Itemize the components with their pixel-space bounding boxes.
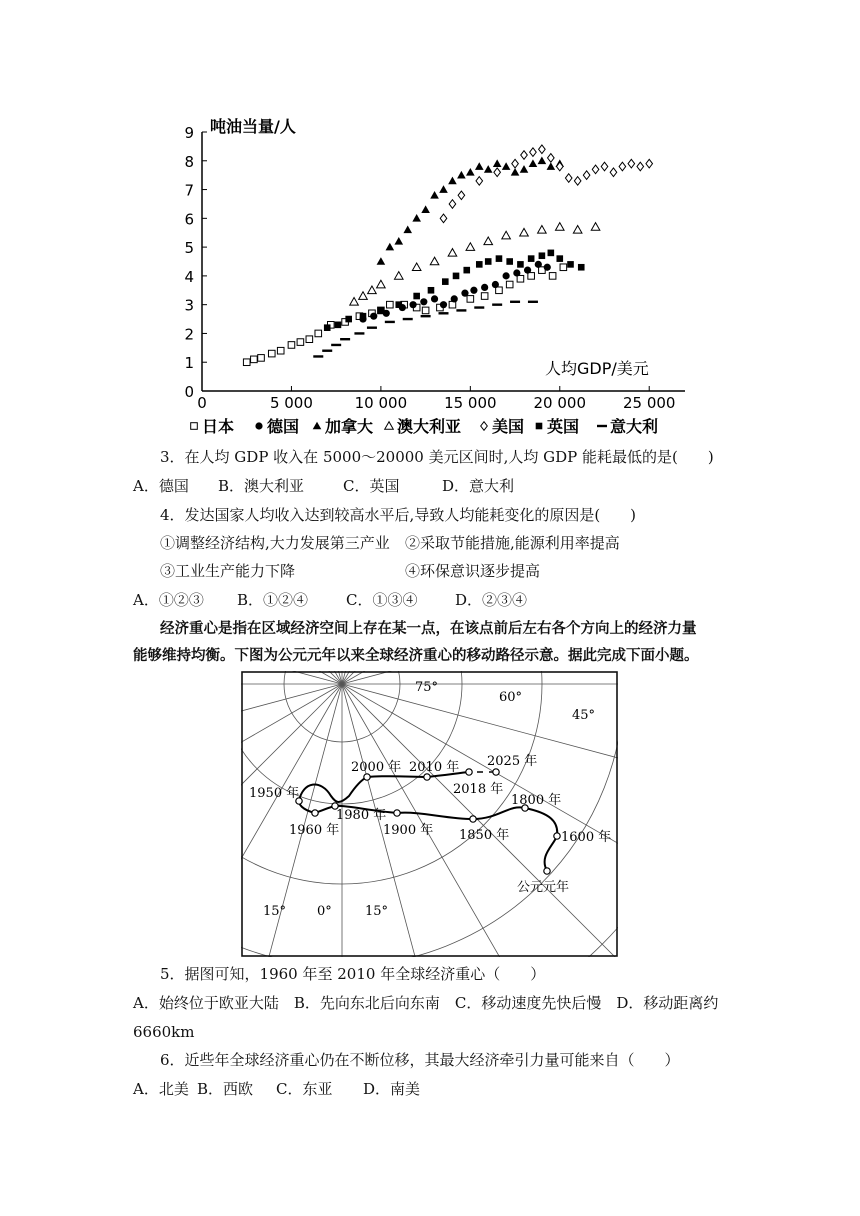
- q4-item-1: ①调整经济结构,大力发展第三产业: [160, 534, 390, 552]
- data-point: [592, 165, 599, 174]
- data-point: [458, 191, 465, 200]
- y-tick-label: 1: [184, 354, 194, 373]
- data-point: [601, 162, 608, 171]
- q5-options-line-2: 6660km: [133, 1023, 195, 1041]
- data-point: [485, 258, 492, 265]
- data-point: [502, 231, 511, 239]
- legend-label: 澳大利亚: [397, 417, 462, 436]
- data-point: [591, 223, 600, 231]
- data-point: [481, 284, 488, 291]
- path-label-1850: 1850 年: [459, 828, 510, 843]
- data-point: [367, 326, 377, 328]
- lon-label-15w: 15°: [263, 904, 287, 919]
- legend-marker: [385, 422, 394, 430]
- data-point: [492, 281, 499, 288]
- data-point: [481, 293, 488, 300]
- lon-label-15e: 15°: [365, 904, 389, 919]
- data-point: [535, 261, 542, 268]
- y-tick-label: 8: [184, 152, 194, 171]
- legend-label: 英国: [547, 417, 580, 436]
- q6-option-a: A．北美: [133, 1080, 189, 1098]
- data-point: [476, 261, 483, 268]
- data-point: [457, 171, 466, 179]
- q6-option-c: C．东亚: [276, 1080, 333, 1098]
- data-point: [377, 257, 386, 265]
- data-point: [377, 280, 386, 288]
- data-point: [442, 278, 449, 285]
- data-point: [484, 165, 493, 173]
- lat-label-60: 60°: [499, 690, 523, 705]
- path-label-1900: 1900 年: [383, 823, 434, 838]
- data-point: [470, 287, 477, 294]
- data-point: [370, 313, 377, 320]
- data-point: [493, 159, 502, 167]
- path-label-1800: 1800 年: [511, 793, 562, 808]
- data-point: [331, 344, 341, 346]
- passage-line-2: 能够维持均衡。下图为公元元年以来全球经济重心的移动路径示意。据此完成下面小题。: [133, 647, 699, 664]
- lat-label-45: 45°: [572, 708, 596, 723]
- q3-option-a: A．德国: [133, 477, 189, 495]
- x-tick-label: 25 000: [622, 394, 676, 412]
- path-marker: [394, 810, 400, 816]
- x-tick-label: 5 000: [269, 394, 313, 412]
- x-tick-label: 20 000: [533, 394, 587, 412]
- data-point: [494, 168, 501, 177]
- data-point: [646, 159, 653, 168]
- q3-option-c: C．英国: [343, 477, 400, 495]
- path-label-2025: 2025 年: [487, 754, 538, 769]
- y-axis-label: 吨油当量/人: [210, 117, 296, 136]
- data-point: [394, 237, 403, 245]
- data-point: [360, 313, 367, 320]
- data-point: [538, 156, 547, 164]
- data-point: [335, 322, 342, 329]
- data-point: [439, 312, 449, 314]
- data-point: [386, 243, 395, 251]
- data-point: [340, 338, 350, 340]
- data-point: [448, 249, 457, 257]
- meridian-line: [241, 671, 342, 684]
- x-tick-label: 10 000: [354, 394, 408, 412]
- lat-label-75: 75°: [415, 680, 439, 695]
- meridian-line: [241, 671, 342, 684]
- q4-option-c: C．①③④: [346, 591, 418, 609]
- data-point: [528, 273, 535, 280]
- y-tick-label: 6: [184, 210, 194, 229]
- data-point: [583, 171, 590, 180]
- data-point: [565, 174, 572, 183]
- data-point: [513, 269, 520, 276]
- path-label-ad1: 公元元年: [517, 880, 570, 895]
- data-point: [510, 301, 520, 303]
- data-point: [506, 281, 513, 288]
- x-axis-label: 人均GDP/美元: [545, 359, 649, 378]
- data-point: [496, 255, 503, 262]
- passage-line-1: 经济重心是指在区域经济空间上存在某一点，在该点前后左右各个方向上的经济力量: [160, 620, 697, 637]
- path-marker: [493, 769, 499, 775]
- data-point: [345, 316, 352, 323]
- data-point: [440, 301, 447, 308]
- q3-option-d: D．意大利: [442, 477, 515, 495]
- data-point: [502, 162, 511, 170]
- legend-marker: [481, 422, 488, 431]
- data-point: [466, 243, 475, 251]
- data-point: [385, 321, 395, 323]
- data-point: [619, 162, 626, 171]
- data-point: [466, 168, 475, 176]
- data-point: [511, 168, 520, 176]
- data-point: [503, 272, 510, 279]
- data-point: [354, 332, 364, 334]
- x-tick-label: 15 000: [444, 394, 497, 412]
- data-point: [506, 258, 513, 265]
- question-3-stem: 3．在人均 GDP 收入在 5000～20000 美元区间时,人均 GDP 能耗最低的是( ): [160, 448, 714, 466]
- data-point: [306, 336, 313, 343]
- data-point: [530, 148, 537, 157]
- q6-option-b: B．西欧: [197, 1080, 254, 1098]
- data-point: [538, 226, 547, 234]
- data-point: [288, 342, 295, 349]
- q4-item-4: ④环保意识逐步提高: [405, 562, 541, 580]
- legend-item: [191, 417, 234, 436]
- meridian-line: [241, 684, 342, 839]
- q4-option-a: A．①②③: [133, 591, 204, 609]
- data-point: [439, 185, 448, 193]
- data-point: [547, 162, 556, 170]
- data-point: [449, 200, 456, 209]
- data-point: [350, 297, 359, 305]
- path-marker: [470, 816, 476, 822]
- data-point: [422, 307, 429, 314]
- data-point: [403, 318, 413, 320]
- series-4: [440, 145, 652, 223]
- data-point: [387, 301, 394, 308]
- lon-label-0: 0°: [317, 904, 332, 919]
- series-5: [324, 250, 585, 331]
- q4-item-3: ③工业生产能力下降: [160, 562, 296, 580]
- data-point: [448, 177, 457, 185]
- meridian-line: [241, 671, 342, 684]
- data-point: [258, 355, 265, 362]
- data-point: [421, 315, 431, 317]
- data-point: [456, 309, 466, 311]
- question-6-stem: 6．近些年全球经济重心仍在不断位移，其最大经济牵引力量可能来自（ ）: [160, 1051, 680, 1069]
- data-point: [474, 306, 484, 308]
- data-point: [409, 301, 416, 308]
- data-point: [539, 145, 546, 154]
- data-point: [560, 264, 567, 271]
- y-tick-label: 4: [184, 267, 194, 286]
- data-point: [573, 226, 582, 234]
- legend-marker: [255, 422, 262, 429]
- meridian-line: [342, 671, 618, 684]
- data-point: [524, 267, 531, 274]
- legend-item: [313, 417, 373, 436]
- data-point: [492, 303, 502, 305]
- data-point: [578, 264, 585, 271]
- data-point: [420, 298, 427, 305]
- data-point: [496, 287, 503, 294]
- latitude-circle: [241, 671, 542, 884]
- legend-item: [597, 417, 658, 436]
- data-point: [548, 250, 555, 257]
- data-point: [268, 350, 275, 357]
- data-point: [610, 168, 617, 177]
- data-point: [315, 330, 322, 337]
- data-point: [431, 295, 438, 302]
- data-point: [463, 267, 470, 274]
- path-label-1980: 1980 年: [336, 808, 387, 823]
- y-tick-label: 7: [184, 181, 194, 200]
- data-point: [378, 307, 385, 314]
- data-point: [451, 295, 458, 302]
- data-point: [243, 359, 250, 366]
- data-point: [403, 226, 412, 234]
- question-5-stem: 5．据图可知，1960 年至 2010 年全球经济重心（ ）: [160, 965, 546, 983]
- data-point: [297, 339, 304, 346]
- data-point: [440, 214, 447, 223]
- data-point: [476, 177, 483, 186]
- data-point: [574, 177, 581, 186]
- data-point: [539, 252, 546, 259]
- legend-label: 日本: [202, 417, 235, 436]
- y-tick-label: 5: [184, 239, 194, 258]
- data-point: [430, 191, 439, 199]
- data-point: [484, 237, 493, 245]
- series-1: [359, 261, 550, 323]
- data-point: [628, 159, 635, 168]
- data-point: [548, 154, 555, 163]
- legend-label: 德国: [267, 417, 300, 436]
- data-point: [395, 301, 402, 308]
- legend-item: [536, 417, 579, 436]
- series-0: [243, 264, 566, 366]
- data-point: [556, 255, 563, 262]
- q4-option-b: B．①②④: [237, 591, 309, 609]
- path-label-2010: 2010 年: [409, 760, 460, 775]
- data-point: [512, 159, 519, 168]
- q4-option-d: D．②③④: [455, 591, 528, 609]
- data-point: [528, 255, 535, 262]
- data-point: [428, 287, 435, 294]
- data-point: [521, 151, 528, 160]
- data-point: [461, 290, 468, 297]
- question-4-stem: 4．发达国家人均收入达到较高水平后,导致人均能耗变化的原因是( ): [160, 506, 637, 524]
- data-point: [277, 347, 284, 354]
- path-label-1960: 1960 年: [289, 823, 340, 838]
- legend-item: [385, 417, 461, 436]
- data-point: [475, 162, 484, 170]
- y-tick-label: 9: [184, 124, 194, 142]
- data-point: [549, 273, 556, 280]
- path-label-2000: 2000 年: [351, 760, 402, 775]
- q6-option-d: D．南美: [363, 1080, 421, 1098]
- data-point: [421, 205, 430, 213]
- q5-options-line: A．始终位于欧亚大陆 B．先向东北后向东南 C．移动速度先快后慢 D．移动距离约: [133, 994, 719, 1012]
- legend-marker: [313, 422, 322, 430]
- path-marker: [466, 769, 472, 775]
- legend-marker: [597, 425, 607, 427]
- legend-marker: [536, 423, 543, 430]
- legend-item: [255, 417, 299, 436]
- meridian-line: [241, 671, 342, 684]
- data-point: [555, 223, 564, 231]
- data-point: [529, 159, 538, 167]
- legend-marker: [191, 423, 198, 430]
- y-tick-label: 3: [184, 296, 194, 315]
- data-point: [567, 261, 574, 268]
- path-label-1600: 1600 年: [561, 830, 612, 845]
- economic-center-map: [241, 671, 618, 957]
- data-point: [453, 273, 460, 280]
- data-point: [520, 165, 529, 173]
- data-point: [517, 275, 524, 282]
- data-point: [412, 214, 421, 222]
- data-point: [368, 286, 377, 294]
- q3-option-b: B．澳大利亚: [218, 477, 305, 495]
- path-marker: [544, 868, 550, 874]
- data-point: [637, 162, 644, 171]
- energy-gdp-scatter-chart: [150, 110, 690, 442]
- legend-label: 加拿大: [325, 417, 374, 436]
- data-point: [322, 350, 332, 352]
- y-tick-label: 2: [184, 325, 194, 344]
- legend-label: 美国: [492, 417, 525, 436]
- y-tick-label: 0: [184, 383, 194, 401]
- legend-item: [481, 417, 524, 436]
- data-point: [251, 356, 258, 363]
- q4-item-2: ②采取节能措施,能源利用率提高: [405, 534, 620, 552]
- data-point: [467, 296, 474, 303]
- data-point: [394, 272, 403, 280]
- data-point: [520, 228, 529, 236]
- legend-label: 意大利: [610, 417, 659, 436]
- path-label-2018: 2018 年: [453, 782, 504, 797]
- data-point: [430, 257, 439, 265]
- data-point: [324, 324, 331, 331]
- data-point: [517, 261, 524, 268]
- data-point: [413, 293, 420, 300]
- path-label-1950: 1950 年: [249, 786, 300, 801]
- path-marker: [554, 833, 560, 839]
- meridian-line: [241, 671, 342, 684]
- data-point: [313, 355, 323, 357]
- path-marker: [312, 810, 318, 816]
- data-point: [528, 301, 538, 303]
- data-point: [544, 264, 551, 271]
- data-point: [412, 263, 421, 271]
- x-tick-label: 0: [197, 394, 207, 412]
- data-point: [359, 292, 368, 300]
